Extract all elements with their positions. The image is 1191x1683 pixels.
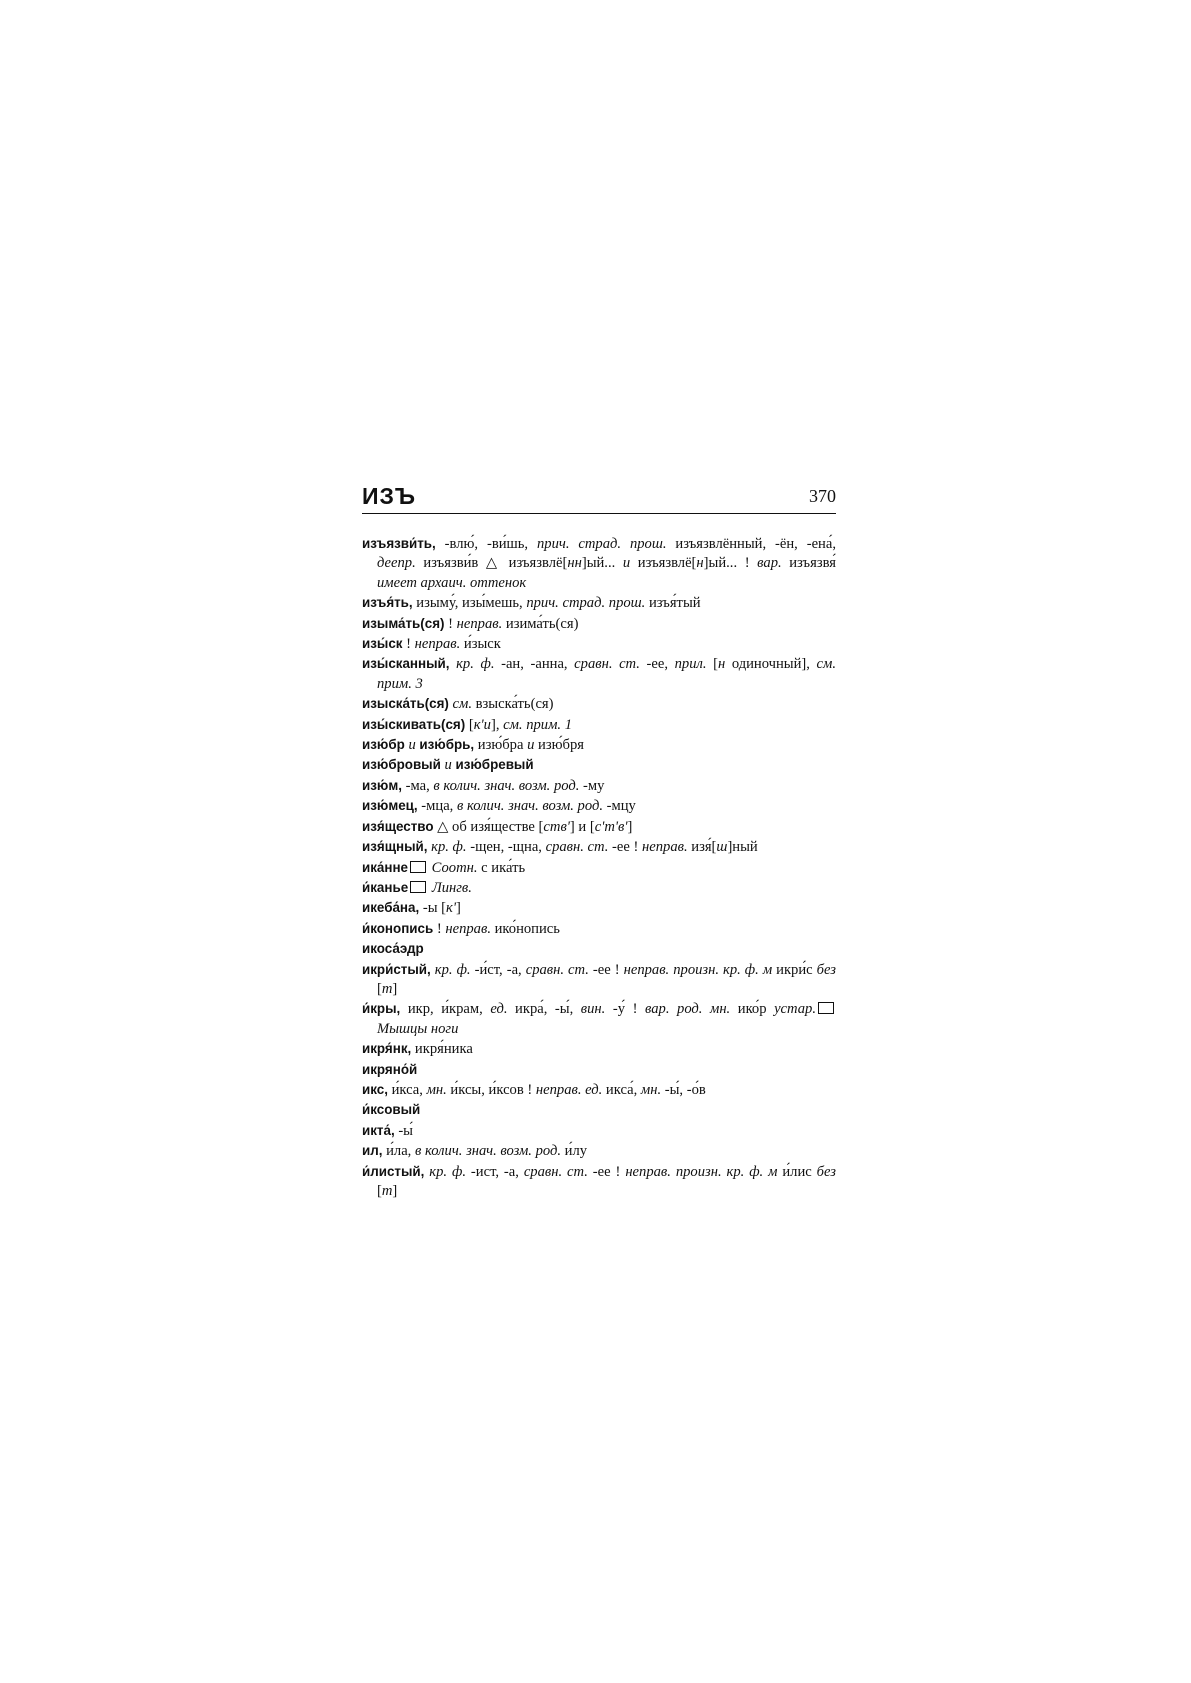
square-symbol-icon (410, 861, 426, 873)
grammar-note: мн. (426, 1081, 447, 1098)
dictionary-entry (362, 1039, 836, 1059)
dictionary-entry (362, 999, 836, 1039)
entry-text: -ы́, -о́в (661, 1081, 706, 1098)
grammar-note: см. прим. 1 (503, 716, 573, 733)
square-symbol-icon (818, 1002, 834, 1014)
dictionary-entry (362, 634, 836, 654)
headword: изы́сканный, (362, 656, 450, 672)
headword: икря́нк, (362, 1041, 412, 1057)
entry-text: и́кса, (387, 1081, 427, 1098)
entry-text: взыска́ть(ся) (472, 696, 554, 713)
grammar-note: неправ. (456, 615, 503, 632)
grammar-note: прил. (674, 656, 707, 673)
grammar-note: к'и (473, 716, 491, 733)
dictionary-entry (362, 1080, 836, 1100)
grammar-note: мн. (640, 1081, 662, 1098)
grammar-note: вин. (580, 1001, 606, 1018)
dictionary-entry (362, 1100, 836, 1120)
grammar-note: кр. ф. (434, 961, 471, 978)
entry-text: икря́ника (411, 1041, 473, 1058)
entry-list (362, 534, 836, 1201)
grammar-note: деепр. (377, 555, 416, 572)
headword: изы́скивать(ся) (362, 716, 466, 732)
headword: изю́бревый (455, 757, 534, 773)
entry-text: ико́нопись (490, 920, 560, 937)
grammar-note: ш (716, 839, 728, 856)
entry-text: ]ый... ! (703, 555, 758, 572)
grammar-note: и (408, 737, 416, 754)
entry-text: икра́, -ы́, (507, 1001, 581, 1018)
entry-text: ] и [ (569, 818, 595, 835)
headword: ил, (362, 1143, 383, 1159)
entry-text: изъязви́в △ изъязвлё[ (415, 555, 568, 572)
entry-text: изю́бря (534, 737, 584, 754)
headword: изя́щество (362, 818, 434, 834)
grammar-note: устар. (774, 1001, 816, 1018)
headword: и́канье (362, 879, 409, 895)
grammar-note: сравн. ст. (545, 839, 609, 856)
dictionary-entry (362, 614, 836, 634)
grammar-note: с'т'в' (594, 818, 628, 835)
grammar-note: вар. (757, 555, 782, 572)
grammar-note: т (381, 980, 393, 997)
entry-text: ! (433, 920, 446, 937)
headword: изю́брь, (419, 737, 475, 753)
grammar-note: в колич. знач. возм. род. (433, 777, 580, 794)
grammar-note: т (381, 1183, 393, 1199)
dictionary-entry (362, 1141, 836, 1161)
dictionary-entry (362, 1121, 836, 1141)
dictionary-entry (362, 755, 836, 775)
headword: изю́бр (362, 737, 405, 753)
grammar-note: в колич. знач. возм. род. (456, 798, 603, 815)
entry-text: -ма, (401, 777, 434, 794)
dictionary-entry (362, 1060, 836, 1080)
page-number: 370 (809, 486, 836, 506)
grammar-note: неправ. произн. кр. ф. м (623, 961, 773, 978)
entry-text: ! (444, 615, 457, 632)
grammar-note: прич. страд. прош. (536, 536, 667, 552)
grammar-note: сравн. ст. (523, 1163, 588, 1180)
entry-text: -ист, -а, (466, 1163, 524, 1180)
grammar-note: без (816, 1163, 836, 1180)
dictionary-entry (362, 939, 836, 959)
entry-text: [ (465, 716, 474, 733)
entry-text: -влю́, -ви́шь, (435, 536, 537, 552)
grammar-note: ств' (543, 818, 570, 835)
dictionary-entry (362, 817, 836, 837)
grammar-note: см. прим. 3 (377, 656, 836, 692)
square-symbol-icon (410, 881, 426, 893)
entry-text: икр, и́крам, (400, 1001, 491, 1018)
dictionary-entry (362, 654, 836, 694)
dictionary-entry (362, 776, 836, 796)
grammar-note: в колич. знач. возм. род. (414, 1143, 562, 1160)
entry-text: одиночный], (725, 656, 817, 673)
grammar-note: вар. род. мн. (645, 1001, 731, 1018)
grammar-note: к' (446, 900, 456, 917)
entry-text: изъязвлённый, -ён, -ена́, (666, 536, 836, 552)
entry-text: △ об изя́ществе [ (433, 818, 544, 835)
entry-text: -ы [ (419, 900, 447, 917)
grammar-note: см. (452, 696, 472, 713)
entry-text: -ее ! (608, 839, 643, 856)
entry-text: ], (490, 716, 504, 733)
grammar-note: и (622, 555, 631, 572)
grammar-note: Соотн. (431, 859, 478, 876)
entry-text: -му (579, 777, 605, 794)
entry-text: -щен, -щна, (466, 839, 546, 856)
headword: и́ксовый (362, 1102, 421, 1118)
entry-text: изъязвлё[ (630, 555, 697, 572)
grammar-note: сравн. ст. (574, 656, 640, 673)
page-header (362, 483, 836, 515)
headword: и́листый, (362, 1163, 425, 1179)
entry-text: ] (627, 818, 633, 835)
headword: изъязви́ть, (362, 536, 436, 551)
headword: и́конопись (362, 920, 434, 936)
grammar-note: ед. (490, 1001, 508, 1018)
entry-text: и́ла, (382, 1143, 415, 1160)
dictionary-entry (362, 919, 836, 939)
headword: изъя́ть, (362, 595, 413, 611)
entry-text: икри́с (772, 961, 817, 978)
headword: икри́стый, (362, 961, 431, 977)
dictionary-entry (362, 1162, 836, 1202)
entry-text: [ (706, 656, 718, 673)
grammar-note: кр. ф. (456, 656, 495, 673)
grammar-note: кр. ф. (429, 1163, 466, 1180)
dictionary-entry (362, 796, 836, 816)
grammar-note: и (527, 737, 535, 754)
entry-text: изыму́, изы́мешь, (412, 595, 527, 612)
grammar-note: без (816, 961, 836, 978)
grammar-note: неправ. ед. (535, 1081, 603, 1098)
grammar-note: и (444, 757, 452, 774)
entry-text: [ (377, 980, 382, 997)
grammar-note: кр. ф. (431, 839, 467, 856)
entry-text: с ика́ть (477, 859, 526, 876)
headword: икс, (362, 1081, 388, 1097)
grammar-note: прич. страд. прош. (526, 595, 646, 612)
grammar-note: имеет архаич. оттенок (377, 574, 527, 591)
grammar-note: неправ. (642, 839, 688, 856)
dictionary-entry (362, 534, 836, 593)
entry-text: [ (377, 1183, 382, 1199)
running-head: ИЗЪ (362, 483, 416, 509)
entry-text: -ан, -анна, (494, 656, 575, 673)
entry-text: -ее ! (587, 1163, 626, 1180)
headword: изыска́ть(ся) (362, 696, 449, 712)
entry-text: изима́ть(ся) (502, 615, 579, 632)
entry-text: ] (392, 1183, 398, 1199)
grammar-note: неправ. (414, 636, 461, 653)
headword: икта́, (362, 1122, 395, 1138)
grammar-note: нн (567, 555, 582, 572)
dictionary-entry (362, 898, 836, 918)
headword: изя́щный, (362, 839, 428, 855)
headword: изю́м, (362, 777, 402, 793)
entry-text: и́ксы, и́ксов ! (446, 1081, 536, 1098)
entry-text: икса́, (602, 1081, 641, 1098)
headword: икеба́на, (362, 900, 420, 916)
headword: изы́ск (362, 636, 403, 652)
grammar-note: Лингв. (431, 879, 472, 896)
entry-text: изя́[ (687, 839, 717, 856)
headword: изю́мец, (362, 798, 418, 814)
dictionary-entry (362, 715, 836, 735)
dictionary-entry (362, 694, 836, 714)
entry-text: -мца, (417, 798, 457, 815)
entry-text: изъязвя́ (781, 555, 836, 572)
grammar-note: неправ. (445, 920, 491, 937)
dictionary-entry (362, 735, 836, 755)
entry-text: -и́ст, -а, (470, 961, 526, 978)
entry-text: -ее, (639, 656, 675, 673)
entry-text: изю́бра (474, 737, 528, 754)
entry-text: и́лис (777, 1163, 817, 1180)
entry-text: и́лу (561, 1143, 588, 1160)
entry-text: ] (392, 980, 398, 997)
dictionary-entry (362, 960, 836, 1000)
headword: икряно́й (362, 1061, 418, 1077)
entry-text: изъя́тый (645, 595, 701, 612)
entry-text: ] (455, 900, 461, 917)
headword: ика́нне (362, 859, 409, 875)
dictionary-page (362, 483, 836, 1199)
entry-text: ико́р (730, 1001, 775, 1018)
header-rule (362, 513, 836, 514)
dictionary-entry (362, 858, 836, 878)
entry-text: -мцу (603, 798, 636, 815)
headword: изю́бровый (362, 757, 441, 773)
grammar-note: сравн. ст. (525, 961, 589, 978)
entry-text: -ы́ (394, 1122, 413, 1139)
headword: и́кры, (362, 1001, 401, 1017)
dictionary-entry (362, 837, 836, 857)
grammar-note: н (717, 656, 726, 673)
grammar-note: неправ. произн. кр. ф. м (625, 1163, 778, 1180)
entry-text: -ее ! (588, 961, 624, 978)
headword: икоса́эдр (362, 941, 424, 957)
entry-text: ]ый... (581, 555, 623, 572)
entry-text: -у́ ! (605, 1001, 645, 1018)
entry-text: ! (402, 636, 415, 653)
headword: изыма́ть(ся) (362, 615, 445, 631)
entry-text: и́зыск (460, 636, 501, 653)
dictionary-entry (362, 878, 836, 898)
entry-text: ]ный (727, 839, 758, 856)
grammar-note: Мышцы ноги (377, 1020, 459, 1037)
grammar-note: н (696, 555, 704, 572)
dictionary-entry (362, 593, 836, 613)
